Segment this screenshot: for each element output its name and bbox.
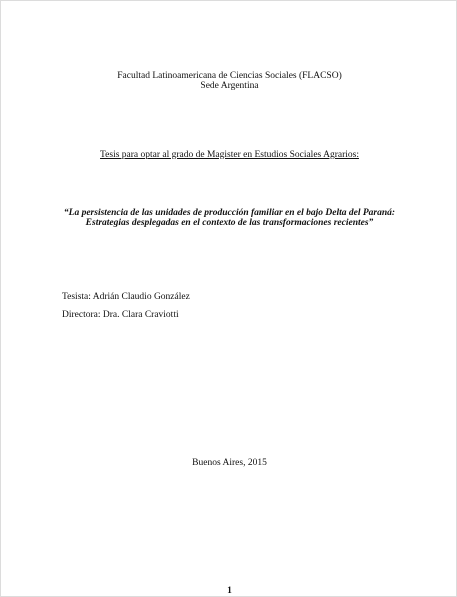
advisor-line: Directora: Dra. Clara Craviotti xyxy=(62,310,179,320)
institution-name: Facultad Latinoamericana de Ciencias Sociales (FLACSO) xyxy=(117,71,342,81)
campus-name: Sede Argentina xyxy=(200,81,259,91)
thesis-title-line-2: Estrategias desplegadas en el contexto de las transformaciones recientes” xyxy=(85,218,374,228)
degree-statement: Tesis para optar al grado de Magister en Estudios Sociales Agrarios: xyxy=(100,150,359,160)
page-number: 1 xyxy=(227,586,232,596)
author-line: Tesista: Adrián Claudio González xyxy=(62,292,190,302)
thesis-title-line-1: “La persistencia de las unidades de producción familiar en el bajo Delta del Paraná: xyxy=(63,208,396,218)
place-date: Buenos Aires, 2015 xyxy=(192,458,267,468)
